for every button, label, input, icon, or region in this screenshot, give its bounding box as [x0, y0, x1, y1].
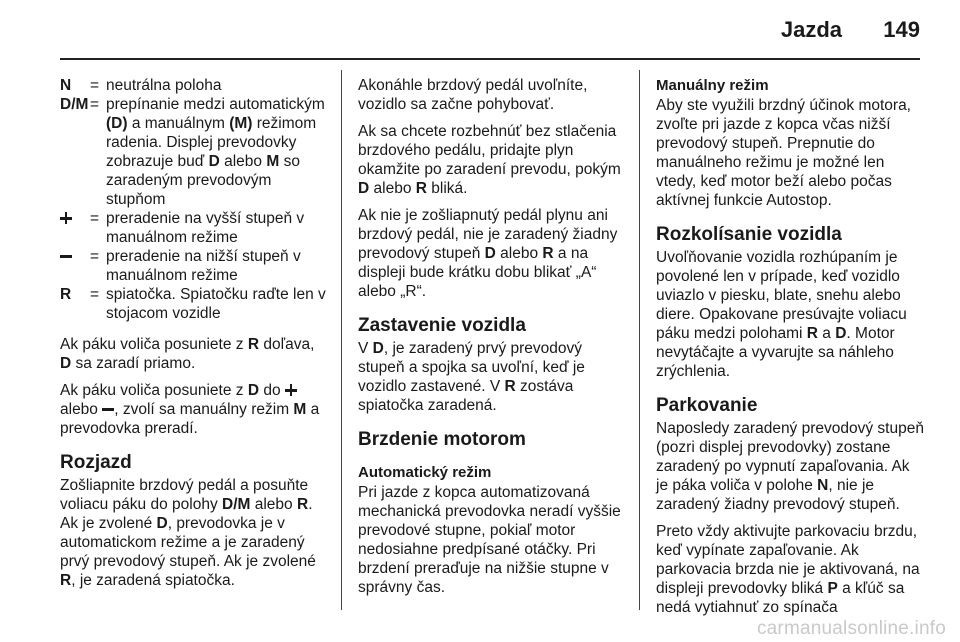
plus-icon — [60, 212, 72, 224]
paragraph: Preto vždy aktivujte parkovaciu brzdu, keď vypínate zapaľovanie. Ak parkovacia brzda nie je aktivovaná, na displeji prevodovky bliká P a kľúč sa nedá vytiahnuť zo spínača — [656, 523, 920, 616]
paragraph: Zošliapnite brzdový pedál a posuňte voliacu páku do polohy D/M alebo R. Ak je zvolené D, prevodovka je v automatickom režime a je zaradený prvý prevodový stupeň. Ak je zvolené R, je zaradená spiatočka. — [60, 477, 316, 589]
column-divider-1 — [341, 70, 342, 610]
gear-position-table — [60, 76, 328, 323]
paragraph: Ak sa chcete rozbehnúť bez stlačenia brzdového pedálu, pridajte plyn okamžite po zaradení prevodu, pokým D alebo R bliká. — [358, 123, 621, 197]
table-row: D/M = prepínanie medzi automatickým (D) a manuálnym (M) režimom radenia. Displej prevodovky zobrazuje buď D alebo M so zaradeným prevodovým stupňom — [60, 95, 328, 209]
paragraph: Aby ste využili brzdný účinok motora, zvoľte pri jazde z kopca včas nižší prevodový stupeň. Prepnutie do manuálneho režimu je možné len vtedy, keď motor beží alebo počas aktívnej funkcie Autostop. — [656, 97, 911, 209]
column-3 — [656, 76, 924, 625]
heading-zastavenie: Zastavenie vozidla — [358, 315, 526, 336]
table-row: = preradenie na vyšší stupeň v manuálnom režime — [60, 209, 328, 247]
heading-parkovanie: Parkovanie — [656, 395, 758, 416]
paragraph: Pri jazde z kopca automatizovaná mechanická prevodovka neradí vyššie prevodové stupne, pokiaľ motor nedosiahne predpísané otáčky. Pri brzdení preraďuje na nižšie stupne v správny čas. — [358, 484, 621, 596]
paragraph: Ak nie je zošliapnutý pedál plynu ani brzdový pedál, nie je zaradený žiadny prevodový stupeň D alebo R a na displeji bude krátku dobu blikať „A“ alebo „R“. — [358, 207, 618, 300]
key-description: preradenie na nižší stupeň v manuálnom režime — [106, 248, 301, 284]
section-title: Jazda — [780, 17, 842, 42]
column-divider-2 — [639, 70, 640, 610]
paragraph: Ak páku voliča posuniete z D do alebo , zvolí sa manuálny režim M a prevodovka preradí. — [60, 382, 320, 437]
paragraph: V D, je zaradený prvý prevodový stupeň a spojka sa uvoľní, keď je vozidlo zastavené. V R zostáva spiatočka zaradená. — [358, 340, 585, 414]
paragraph: Naposledy zaradený prevodový stupeň (pozri displej prevodovky) zostane zaradený po vypnutí zapaľovania. Ak je páka voliča v polohe N, nie je zaradený žiadny prevodový stupeň. — [656, 420, 924, 513]
table-row: N = neutrálna poloha — [60, 76, 328, 95]
column-2 — [358, 76, 626, 605]
heading-brzdenie: Brzdenie motorom — [358, 429, 526, 450]
subheading-automaticky: Automatický režim — [358, 464, 492, 481]
key-n: N — [60, 77, 72, 94]
header-rule — [60, 58, 920, 60]
key-r: R — [60, 286, 72, 303]
key-description: prepínanie medzi automatickým (D) a manuálnym (M) režimom radenia. Displej prevodovky zobrazuje buď D alebo M so zaradeným prevodovým stupňom — [106, 96, 325, 208]
paragraph: Akonáhle brzdový pedál uvoľníte, vozidlo sa začne pohybovať. — [358, 77, 588, 113]
key-dm: D/M — [60, 96, 89, 113]
key-description: spiatočka. Spiatočku raďte len v stojacom vozidle — [106, 286, 326, 322]
subheading-manualny: Manuálny režim — [656, 77, 769, 94]
key-description: neutrálna poloha — [106, 77, 222, 94]
table-row: = preradenie na nižší stupeň v manuálnom režime — [60, 247, 328, 285]
watermark-text: carmanualsonline.info — [756, 618, 946, 639]
key-description: preradenie na vyšší stupeň v manuálnom režime — [106, 210, 305, 246]
page-number: 149 — [883, 17, 920, 42]
minus-icon — [102, 403, 114, 415]
paragraph: Uvoľňovanie vozidla rozhúpaním je povolené len v prípade, keď vozidlo uviazlo v piesku, blate, snehu alebo diere. Opakovane presúvajte voliacu páku medzi polohami R a D. Motor nevytáčajte a vyvarujte sa náhleho zrýchlenia. — [656, 249, 907, 380]
plus-icon — [285, 384, 297, 396]
page-header — [0, 0, 960, 62]
paragraph: Ak páku voliča posuniete z R doľava, D sa zaradí priamo. — [60, 336, 315, 372]
column-1 — [60, 76, 328, 598]
heading-rozjazd: Rozjazd — [60, 452, 132, 473]
heading-rozkolisanie: Rozkolísanie vozidla — [656, 224, 842, 245]
table-row: R = spiatočka. Spiatočku raďte len v stojacom vozidle — [60, 285, 328, 323]
minus-icon — [60, 250, 72, 262]
